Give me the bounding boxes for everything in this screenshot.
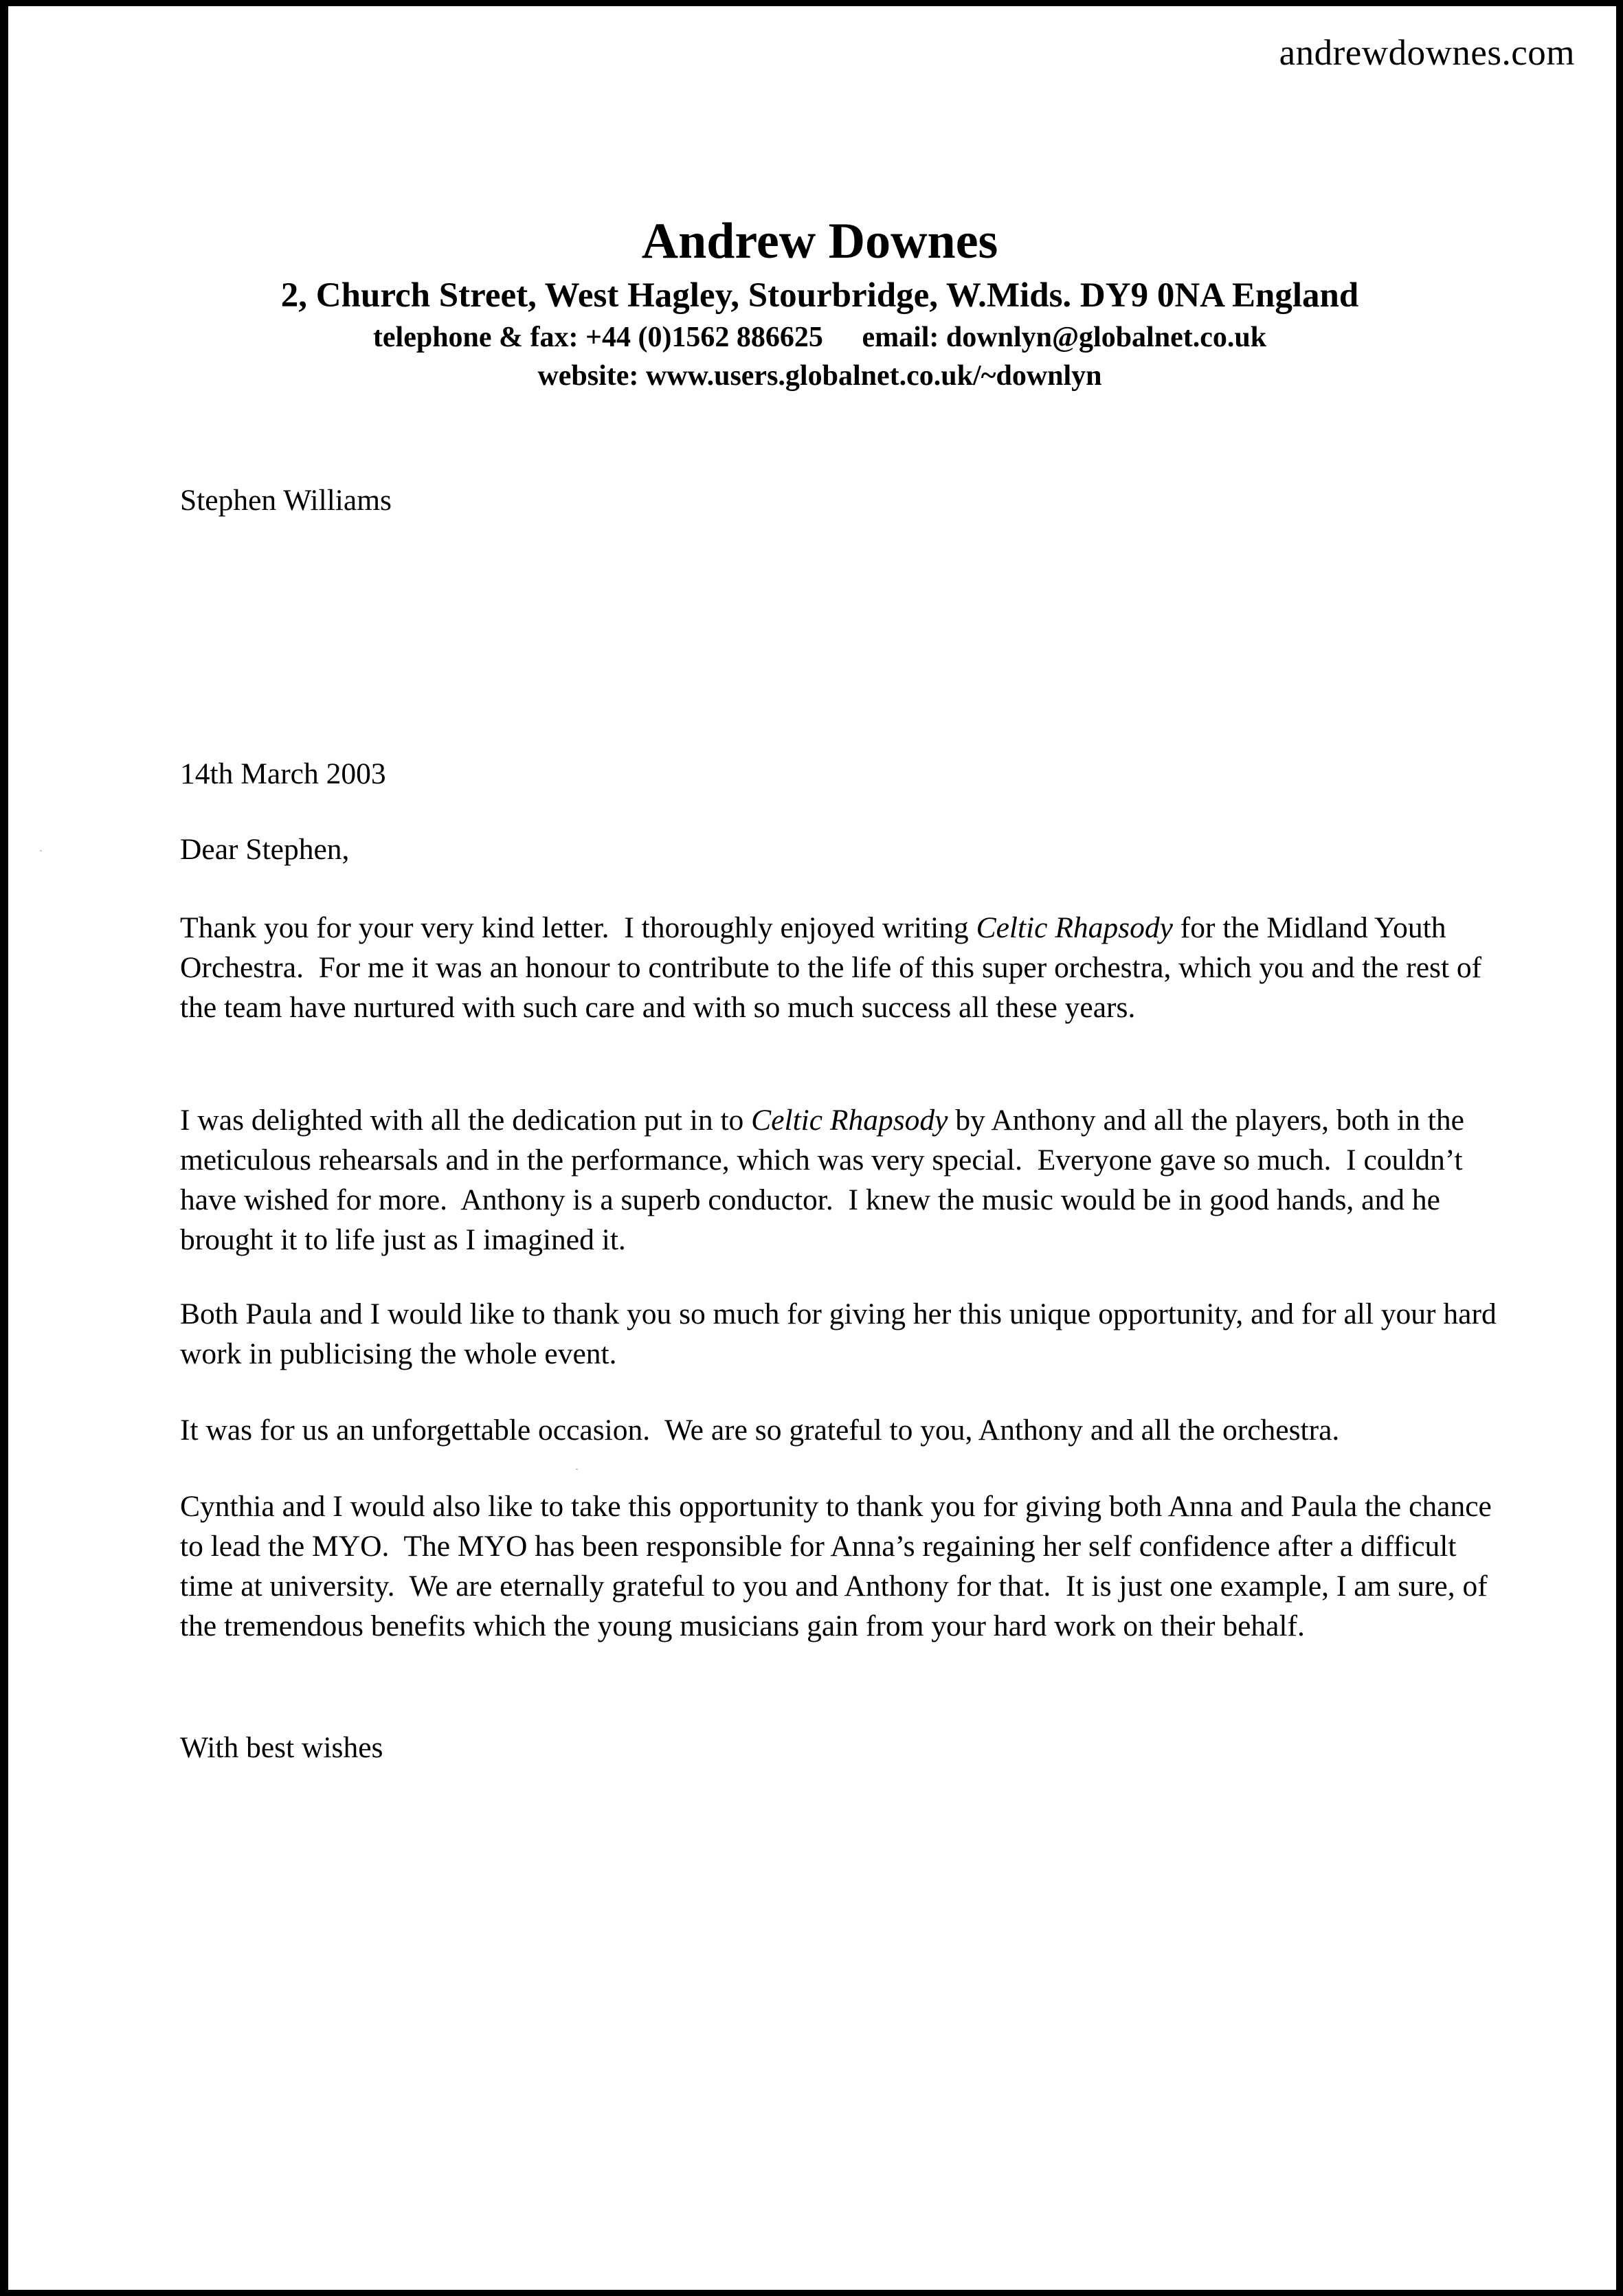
site-url-watermark: andrewdownes.com [1279, 33, 1575, 73]
telephone-label: telephone & fax: [372, 322, 579, 353]
sender-contact-line [8, 318, 1623, 357]
paragraph-text: It was for us an unforgettable occasion. We are so grateful to you, Anthony and all the orchestra. [180, 1414, 1340, 1447]
letter-paragraph [180, 908, 1499, 1027]
scan-speck [576, 1469, 578, 1470]
letter-paragraph [180, 1294, 1504, 1374]
work-title: Celtic Rhapsody [751, 1104, 948, 1137]
scan-speck [40, 850, 42, 851]
website-value: www.users.globalnet.co.uk/~downlyn [645, 360, 1102, 392]
paragraph-text: Thank you for your very kind letter. I thoroughly enjoyed writing [180, 911, 976, 944]
letter-paragraph [180, 1100, 1499, 1260]
email-value: downlyn@globalnet.co.uk [945, 322, 1267, 353]
letter-paragraph [180, 1486, 1499, 1646]
paragraph-text: Cynthia and I would also like to take this opportunity to thank you for giving both Anna and Paula the chance to lead the MYO. The MYO has been responsible for Anna’s regaining her self confidence after a difficult time at university. We are eternally grateful to you and Anthony for that. It is just one example, I am sure, of the tremendous benefits which the young musicians gain from your hard work on their behalf. [180, 1490, 1499, 1642]
paragraph-text: Both Paula and I would like to thank you so much for giving her this unique opportunity, and for all your hard work in publicising the whole event. [180, 1297, 1504, 1370]
work-title: Celtic Rhapsody [976, 911, 1173, 944]
sender-address: 2, Church Street, West Hagley, Stourbridge, W.Mids. DY9 0NA England [280, 276, 1359, 315]
email-label: email: [862, 322, 939, 353]
telephone-value: +44 (0)1562 886625 [585, 322, 823, 353]
letterhead [8, 211, 1623, 395]
letter-paragraph [180, 1410, 1499, 1450]
salutation: Dear Stephen, [180, 833, 350, 866]
website-label: website: [537, 360, 639, 392]
paragraph-text: for the Midland Youth Orchestra. For me it was an honour to contribute to the life of this super orchestra, which you and the rest of the team have nurtured with such care and with so much success all these years. [180, 911, 1490, 1024]
recipient-name: Stephen Williams [180, 484, 392, 517]
paragraph-text: I was delighted with all the dedication put in to [180, 1104, 752, 1137]
closing: With best wishes [180, 1731, 383, 1764]
letter-date: 14th March 2003 [180, 757, 386, 790]
sender-website-line [8, 357, 1623, 395]
sender-name: Andrew Downes [641, 213, 998, 269]
paragraph-text: by Anthony and all the players, both in the meticulous rehearsals and in the performance, which was very special. Everyone gave so much. I couldn’t have wished for more. Anthony is a superb conductor. I knew the music would be in good hands, and he brought it to life just as I imagined it. [180, 1104, 1472, 1256]
